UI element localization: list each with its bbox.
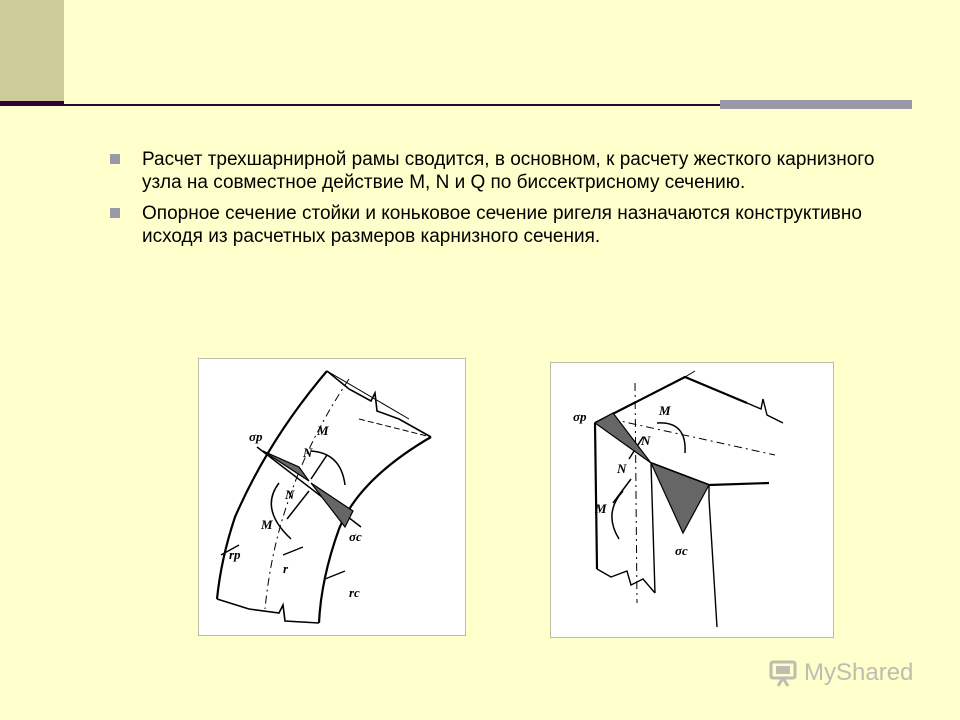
bullet-list	[108, 148, 908, 256]
radius-label: rc	[349, 585, 360, 600]
normal-force-label: N	[303, 445, 313, 460]
radius-label: rp	[229, 547, 241, 562]
watermark-text: MyShared	[804, 659, 914, 686]
column-inner-edge	[651, 463, 655, 593]
column-right-edge	[709, 485, 717, 627]
radius-label: r	[283, 561, 289, 576]
bullet-item	[108, 202, 908, 248]
top-break-line	[327, 371, 431, 437]
normal-force-label: N	[617, 461, 627, 476]
bottom-break-line	[217, 599, 319, 623]
top-break-line	[747, 399, 783, 423]
sigma-p-label: σp	[573, 409, 587, 424]
bullet-item	[108, 148, 908, 194]
header-rule-left	[0, 101, 64, 106]
projector-screen-icon	[768, 658, 798, 688]
sigma-p-label: σp	[249, 429, 263, 444]
moment-arc-top	[657, 423, 685, 453]
beam-top-edge	[595, 377, 747, 423]
curved-knee-diagram	[199, 359, 465, 635]
moment-arc-top	[311, 451, 345, 485]
moment-label: M	[595, 501, 607, 516]
bottom-break-line	[597, 569, 655, 593]
corner-decoration	[0, 0, 64, 104]
compression-stress-diagram	[311, 483, 353, 527]
normal-force-label: N	[641, 433, 651, 448]
moment-label: M	[261, 517, 273, 532]
sigma-c-label: σc	[349, 529, 362, 544]
inner-edge-line	[319, 437, 431, 623]
compression-stress-diagram	[651, 463, 709, 533]
sigma-c-label: σc	[675, 543, 688, 558]
moment-label: M	[659, 403, 671, 418]
normal-force-label: N	[285, 487, 295, 502]
header-rule	[64, 104, 722, 106]
bullet-square-icon	[110, 154, 120, 164]
header-rule-accent	[720, 100, 912, 109]
watermark	[768, 656, 913, 690]
outer-edge-line	[217, 371, 327, 599]
angular-knee-diagram	[551, 363, 833, 637]
bullet-text: Опорное сечение стойки и коньковое сечение ригеля назначаются конструктивно исходя из расчетных размеров карнизного сечения.	[142, 203, 862, 247]
normal-force-arrow-mid	[613, 479, 631, 503]
column-outer-edge	[595, 423, 597, 569]
dimension-line	[327, 371, 409, 419]
radius-rc-arrow	[325, 571, 345, 579]
normal-force-arrow-top	[311, 455, 327, 479]
angular-knee-joint-figure	[550, 362, 834, 638]
dimension-line	[685, 371, 695, 377]
radius-r-arrow	[283, 547, 303, 555]
bullet-square-icon	[110, 208, 120, 218]
dimension-line	[359, 419, 431, 437]
curved-knee-joint-figure	[198, 358, 466, 636]
moment-label: M	[317, 423, 329, 438]
centerline	[635, 383, 637, 603]
bullet-text: Расчет трехшарнирной рамы сводится, в основном, к расчету жесткого карнизного узла на совместное действие M, N и Q по биссектрисному сечению.	[142, 149, 875, 193]
